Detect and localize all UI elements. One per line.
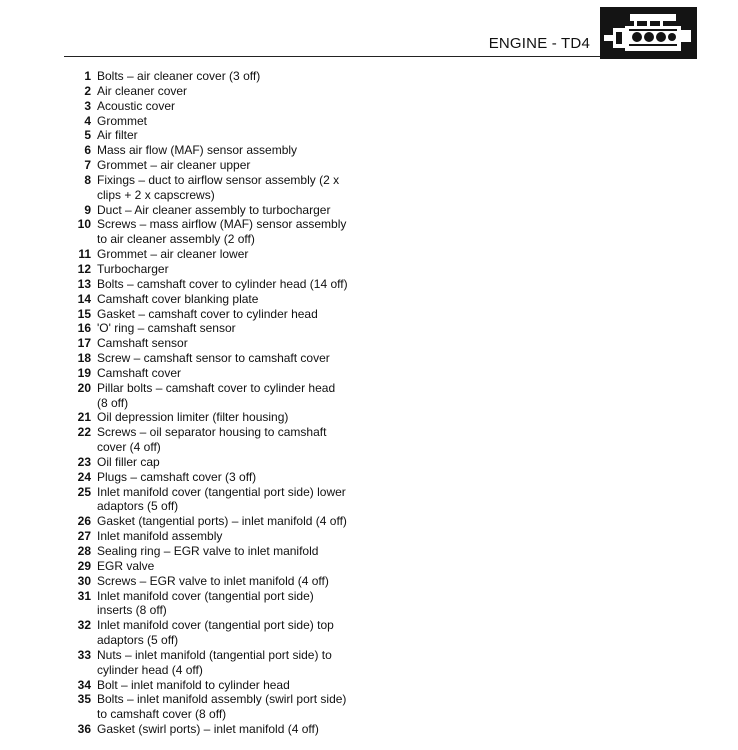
item-number: 7 [84, 158, 91, 173]
item-number: 24 [77, 469, 91, 484]
item-description: EGR valve [97, 558, 155, 573]
item-description: Grommet – air cleaner lower [97, 247, 249, 262]
item-description: Oil depression limiter (filter housing) [97, 410, 289, 425]
list-item [64, 678, 364, 693]
list-item [64, 455, 364, 470]
item-description: Camshaft sensor [97, 336, 188, 351]
list-item [64, 277, 364, 292]
list-item [64, 470, 364, 485]
page-title: ENGINE - TD4 [488, 35, 590, 52]
item-number: 13 [77, 276, 91, 291]
item-description: Mass air flow (MAF) sensor assembly [97, 143, 298, 158]
item-description: Bolts – air cleaner cover (3 off) [97, 69, 261, 83]
list-item [64, 173, 364, 203]
list-item [64, 114, 364, 129]
item-description: Fixings – duct to airflow sensor assembly (2 x clips + 2 x capscrews) [97, 172, 340, 202]
list-item [64, 589, 364, 619]
item-number: 36 [77, 722, 91, 737]
item-description: Screws – mass airflow (MAF) sensor assembly to air cleaner assembly (2 off) [97, 217, 347, 247]
item-number: 30 [77, 573, 91, 588]
item-description: Camshaft cover blanking plate [97, 291, 259, 306]
list-item [64, 648, 364, 678]
item-description: Bolts – inlet manifold assembly (swirl port side) to camshaft cover (8 off) [97, 692, 347, 722]
item-number: 11 [78, 247, 91, 262]
item-number: 9 [84, 202, 91, 217]
item-number: 26 [77, 514, 91, 529]
item-number: 29 [77, 558, 91, 573]
item-description: Gasket – camshaft cover to cylinder head [97, 306, 318, 321]
item-number: 27 [77, 529, 91, 544]
item-number: 1 [84, 69, 91, 83]
item-description: Inlet manifold cover (tangential port side) inserts (8 off) [97, 588, 314, 618]
list-item [64, 722, 364, 737]
item-number: 14 [77, 291, 91, 306]
list-item [64, 307, 364, 322]
item-number: 15 [77, 306, 91, 321]
list-item [64, 410, 364, 425]
item-description: Grommet [97, 113, 148, 128]
list-item [64, 292, 364, 307]
item-number: 8 [84, 172, 91, 187]
item-number: 5 [84, 128, 91, 143]
engine-icon [600, 7, 697, 59]
item-description: Gasket (tangential ports) – inlet manifold (4 off) [97, 514, 347, 529]
list-item [64, 425, 364, 455]
item-number: 34 [77, 677, 91, 692]
item-description: Plugs – camshaft cover (3 off) [97, 469, 257, 484]
list-item [64, 84, 364, 99]
list-item [64, 262, 364, 277]
item-number: 22 [77, 425, 91, 440]
item-description: 'O' ring – camshaft sensor [97, 321, 236, 336]
list-item [64, 574, 364, 589]
item-number: 3 [84, 98, 91, 113]
item-description: Screws – oil separator housing to camshaft cover (4 off) [97, 425, 327, 455]
item-number: 17 [77, 336, 91, 351]
item-number: 25 [77, 484, 91, 499]
item-description: Bolt – inlet manifold to cylinder head [97, 677, 290, 692]
list-item [64, 366, 364, 381]
list-item [64, 158, 364, 173]
item-description: Air cleaner cover [97, 83, 188, 98]
item-number: 33 [77, 647, 91, 662]
item-number: 20 [77, 380, 91, 395]
item-description: Inlet manifold cover (tangential port side) lower adaptors (5 off) [97, 484, 346, 514]
item-description: Screws – EGR valve to inlet manifold (4 off) [97, 573, 329, 588]
item-description: Oil filler cap [97, 454, 160, 469]
item-description: Screw – camshaft sensor to camshaft cover [97, 351, 330, 366]
item-number: 19 [77, 365, 91, 380]
item-number: 4 [84, 113, 91, 128]
list-item [64, 381, 364, 411]
item-description: Bolts – camshaft cover to cylinder head (14 off) [97, 276, 348, 291]
item-description: Pillar bolts – camshaft cover to cylinder head (8 off) [97, 380, 336, 410]
list-item [64, 692, 364, 722]
list-item [64, 128, 364, 143]
list-item [64, 514, 364, 529]
item-number: 35 [77, 692, 91, 707]
header-divider [64, 56, 600, 57]
list-item [64, 618, 364, 648]
item-number: 12 [77, 261, 91, 276]
list-item [64, 544, 364, 559]
list-item [64, 203, 364, 218]
item-description: Gasket (swirl ports) – inlet manifold (4 off) [97, 722, 319, 737]
item-description: Acoustic cover [97, 98, 176, 113]
item-number: 18 [77, 351, 91, 366]
item-description: Duct – Air cleaner assembly to turbocharger [97, 202, 331, 217]
list-item [64, 217, 364, 247]
item-number: 6 [84, 143, 91, 158]
item-description: Sealing ring – EGR valve to inlet manifold [97, 544, 319, 558]
list-item [64, 99, 364, 114]
item-number: 10 [77, 217, 91, 232]
list-item [64, 143, 364, 158]
list-item [64, 247, 364, 262]
item-description: Inlet manifold cover (tangential port side) top adaptors (5 off) [97, 618, 334, 648]
item-number: 21 [77, 410, 91, 425]
item-description: Camshaft cover [97, 365, 182, 380]
item-description: Turbocharger [97, 261, 169, 276]
item-number: 31 [77, 588, 91, 603]
list-item [64, 485, 364, 515]
item-description: Inlet manifold assembly [97, 529, 223, 544]
engine-badge [600, 7, 697, 59]
item-description: Air filter [97, 128, 138, 143]
parts-list [64, 69, 364, 737]
list-item [64, 559, 364, 574]
item-description: Nuts – inlet manifold (tangential port side) to cylinder head (4 off) [97, 647, 332, 677]
item-number: 28 [77, 544, 91, 558]
list-item [64, 351, 364, 366]
list-item [64, 529, 364, 544]
item-number: 2 [84, 83, 91, 98]
item-description: Grommet – air cleaner upper [97, 158, 251, 173]
list-item [64, 336, 364, 351]
list-item [64, 321, 364, 336]
item-number: 23 [77, 454, 91, 469]
item-number: 32 [77, 618, 91, 633]
list-item [64, 69, 364, 84]
item-number: 16 [77, 321, 91, 336]
